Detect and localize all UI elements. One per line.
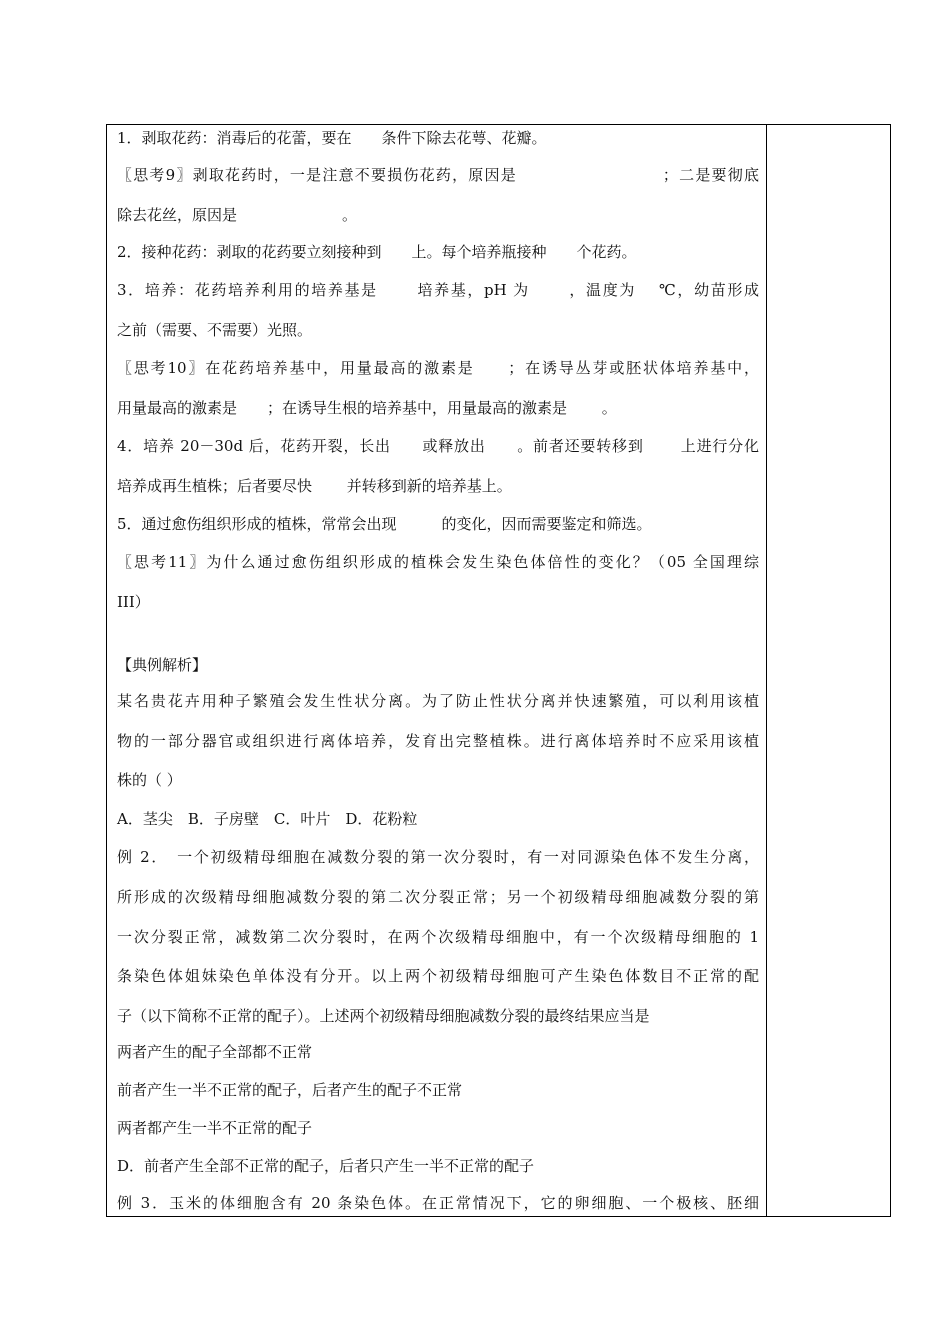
text-line: 【典例解析】 [117,656,208,674]
text-line: 条染色体姐妹染色单体没有分开。以上两个初级精母细胞可产生染色体数目不正常的配 [117,967,759,985]
text-line: 某名贵花卉用种子繁殖会发生性状分离。为了防止性状分离并快速繁殖，可以利用该植 [117,692,759,710]
text-line: 4．培养 20－30d 后，花药开裂，长出 或释放出 。前者还要转移到 上进行分化 [117,437,759,455]
text-line: 用量最高的激素是 ；在诱导生根的培养基中，用量最高的激素是 。 [117,399,617,417]
text-line: 例 2． 一个初级精母细胞在减数分裂的第一次分裂时，有一对同源染色体不发生分离， [117,848,759,866]
text-line: 〖思考11〗为什么通过愈伤组织形成的植株会发生染色体倍性的变化？（05 全国理综 [117,553,759,571]
text-line: D．前者产生全部不正常的配子，后者只产生一半不正常的配子 [117,1157,535,1175]
text-line: III） [117,593,150,611]
text-line: 2．接种花药：剥取的花药要立刻接种到 上。每个培养瓶接种 个花药。 [117,243,637,261]
text-line: 1．剥取花药：消毒后的花蕾，要在 条件下除去花萼、花瓣。 [117,129,547,147]
text-line: 〖思考10〗在花药培养基中，用量最高的激素是 ；在诱导丛芽或胚状体培养基中， [117,359,759,377]
text-line: 3．培养：花药培养利用的培养基是 培养基，pH 为 ，温度为 ℃，幼苗形成 [117,281,759,299]
text-line: 5．通过愈伤组织形成的植株，常常会出现 的变化，因而需要鉴定和筛选。 [117,515,652,533]
text-line: 子（以下简称不正常的配子）。上述两个初级精母细胞减数分裂的最终结果应当是 [117,1007,650,1025]
text-line: 两者都产生一半不正常的配子 [117,1119,313,1137]
side-cell [767,125,891,1216]
text-line: 培养成再生植株；后者要尽快 并转移到新的培养基上。 [117,477,512,495]
text-line: 前者产生一半不正常的配子，后者产生的配子不正常 [117,1081,463,1099]
text-line: 例 3．玉米的体细胞含有 20 条染色体。在正常情况下，它的卵细胞、一个极核、胚细 [117,1194,759,1212]
text-line: 株的（ ） [117,771,182,789]
text-line: 之前（需要、不需要）光照。 [117,321,313,339]
content-table [106,124,891,1217]
text-line: A．茎尖 B．子房壁 C．叶片 D．花粉粒 [117,810,418,828]
text-line: 物的一部分器官或组织进行离体培养，发育出完整植株。进行离体培养时不应采用该植 [117,732,759,750]
text-line: 〖思考9〗剥取花药时，一是注意不要损伤花药，原因是 ；二是要彻底 [117,166,759,184]
text-line: 一次分裂正常，减数第二次分裂时，在两个次级精母细胞中，有一个次级精母细胞的 1 [117,928,759,946]
text-line: 除去花丝，原因是 。 [117,206,358,224]
text-line: 所形成的次级精母细胞减数分裂的第二次分裂正常；另一个初级精母细胞减数分裂的第 [117,888,759,906]
text-line: 两者产生的配子全部都不正常 [117,1043,313,1061]
